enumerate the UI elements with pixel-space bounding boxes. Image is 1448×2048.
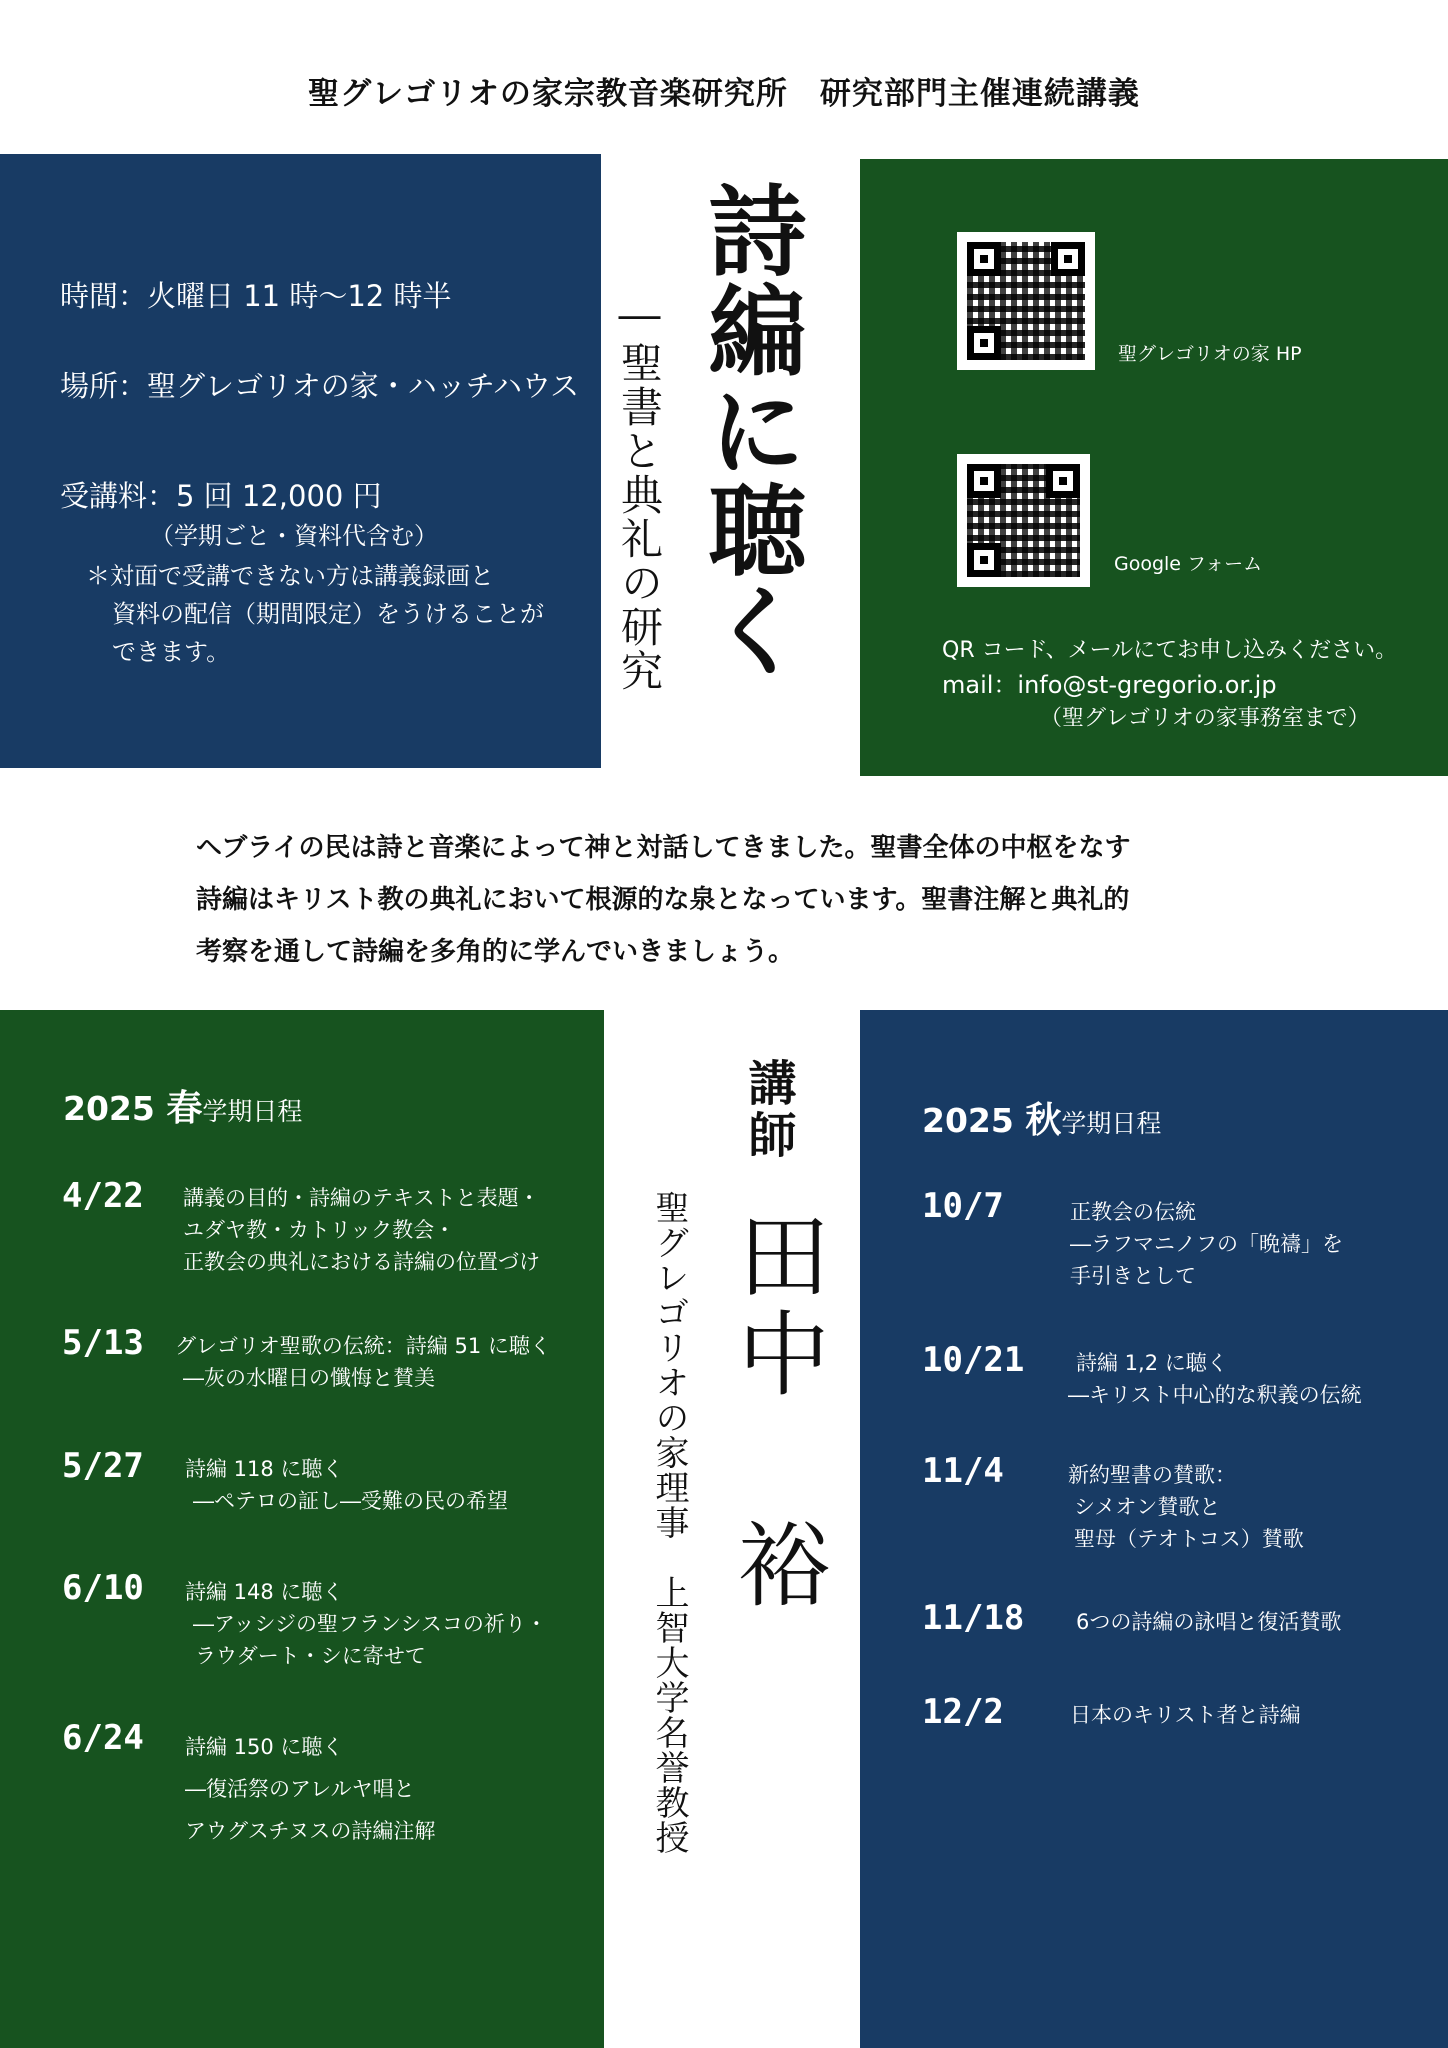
remote-note-1: ＊対面で受講できない方は講義録画と — [86, 562, 494, 590]
session-description: 詩編 118 に聴く ―ペテロの証し―受難の民の希望 — [185, 1457, 508, 1513]
spring-season: 春 — [166, 1088, 203, 1129]
time-text: 時間：火曜日 11 時～12 時半 — [60, 279, 452, 313]
contact-office: （聖グレゴリオの家事務室まで） — [1040, 706, 1370, 731]
sub-title: ―聖書と典礼の研究 — [615, 290, 664, 693]
session-description: 講義の目的・詩編のテキストと表題・ ユダヤ教・カトリック教会・ 正教会の典礼における詩編の位置づけ — [183, 1186, 540, 1274]
session-description: 詩編 150 に聴く ―復活祭のアレルヤ唱と アウグスチヌスの詩編注解 — [185, 1735, 436, 1843]
autumn-season: 秋 — [1025, 1100, 1062, 1141]
autumn-year: 2025 — [922, 1101, 1014, 1140]
main-title: 詩編に聴く — [692, 180, 807, 680]
qr-google-form-label: Google フォーム — [1114, 553, 1263, 575]
session-description: 日本のキリスト者と詩編 — [1070, 1703, 1301, 1727]
intro-line: 詩編はキリスト教の典礼において根源的な泉となっています。聖書注解と典礼的 — [196, 885, 1130, 915]
session-date: 11/4 — [922, 1451, 1004, 1491]
session-date: 11/18 — [922, 1598, 1025, 1638]
contact-email[interactable]: mail：info@st-gregorio.or.jp — [942, 671, 1277, 699]
intro-line: ヘブライの民は詩と音楽によって神と対話してきました。聖書全体の中枢をなす — [196, 833, 1131, 863]
session-date: 4/22 — [62, 1176, 144, 1216]
lecturer-name: 田中 裕 — [723, 1208, 830, 1615]
session-description: 詩編 148 に聴く ―アッシジの聖フランシスコの祈り・ ラウダート・シに寄せて — [185, 1580, 547, 1668]
session-description: 正教会の伝統 ―ラフマニノフの「晩禱」を 手引きとして — [1070, 1200, 1343, 1288]
autumn-schedule-title — [922, 1092, 1161, 1143]
lecturer-label: 講師 — [740, 1058, 796, 1162]
qr-homepage-label: 聖グレゴリオの家 HP — [1118, 343, 1302, 365]
session-date: 12/2 — [922, 1692, 1004, 1732]
session-description: 詩編 1,2 に聴く ―キリスト中心的な釈義の伝統 — [1068, 1351, 1362, 1407]
autumn-schedule-panel — [860, 1010, 1448, 2048]
remote-note-3: できます。 — [112, 638, 231, 666]
session-date: 10/7 — [922, 1186, 1004, 1226]
spring-suffix: 学期日程 — [202, 1097, 303, 1126]
intro-line: 考察を通して詩編を多角的に学んでいきましょう。 — [196, 937, 795, 967]
info-panel — [0, 154, 601, 768]
fee-note: （学期ごと・資料代含む） — [150, 522, 438, 550]
session-description: 6つの詩編の詠唱と復活賛歌 — [1076, 1610, 1342, 1634]
lecturer-affiliation: 聖グレゴリオの家理事 上智大学名誉教授 — [649, 1190, 689, 1855]
autumn-suffix: 学期日程 — [1061, 1109, 1162, 1138]
spring-schedule-title — [63, 1080, 302, 1131]
place-text: 場所：聖グレゴリオの家・ハッチハウス — [60, 369, 580, 403]
session-description: グレゴリオ聖歌の伝統：詩編 51 に聴く ―灰の水曜日の懺悔と賛美 — [175, 1334, 551, 1390]
session-date: 6/24 — [62, 1718, 144, 1758]
session-date: 6/10 — [62, 1568, 144, 1608]
spring-schedule-panel — [0, 1010, 604, 2048]
apply-instructions: QR コード、メールにてお申し込みください。 — [942, 638, 1398, 663]
qr-code-google-form[interactable] — [957, 454, 1090, 587]
spring-year: 2025 — [63, 1089, 155, 1128]
remote-note-2: 資料の配信（期間限定）をうけることが — [112, 600, 544, 628]
qr-code-homepage[interactable] — [957, 232, 1095, 370]
contact-panel — [860, 159, 1448, 776]
fee-text: 受講料：5 回 12,000 円 — [60, 479, 382, 513]
session-date: 5/27 — [62, 1446, 144, 1486]
session-description: 新約聖書の賛歌： シメオン賛歌と 聖母（テオトコス）賛歌 — [1068, 1463, 1304, 1551]
session-date: 5/13 — [62, 1323, 144, 1363]
intro-paragraph — [196, 822, 1276, 978]
page-header: 聖グレゴリオの家宗教音楽研究所 研究部門主催連続講義 — [308, 76, 1140, 112]
session-date: 10/21 — [922, 1340, 1025, 1380]
